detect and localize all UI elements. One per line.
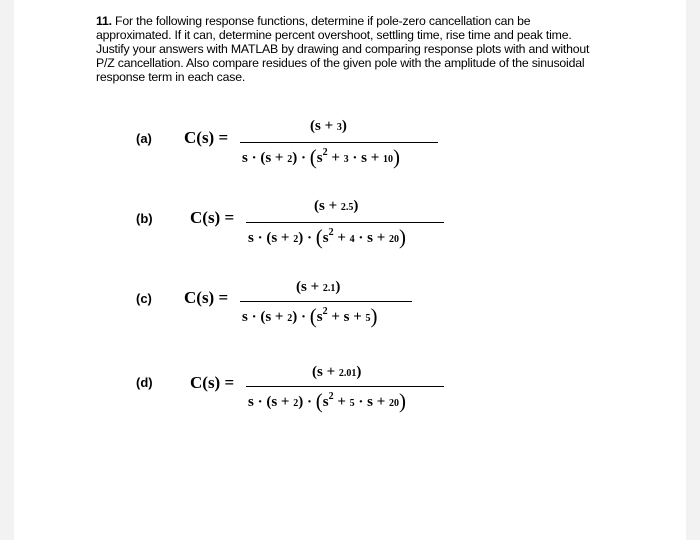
part-c-den-const: 5 xyxy=(365,313,371,324)
part-a-label: (a) xyxy=(136,131,152,146)
part-a-fraction-bar xyxy=(240,142,438,143)
part-d-num-const: 2.01 xyxy=(338,368,357,379)
part-c-lhs: C(s) = xyxy=(184,288,229,307)
part-d-lhs: C(s) = xyxy=(190,373,235,392)
part-a-denominator: $s \cdot (s + 2) \cdot (s^2 + 3 \cdot s + 10)$ xyxy=(242,145,401,169)
part-c-denominator: $s \cdot (s + 2) \cdot (s^2 + s + 5)$ xyxy=(242,304,378,328)
part-c-fraction-bar xyxy=(240,301,412,302)
part-b-den-mid: 4 xyxy=(349,234,355,245)
part-d-den-mid: 5 xyxy=(349,398,355,409)
part-b-numerator: (s + 2.5) xyxy=(314,198,359,214)
part-a-den-const: 10 xyxy=(383,154,394,165)
document-page xyxy=(14,0,686,540)
part-d-label: (d) xyxy=(136,375,153,390)
part-a-numerator: (s + 3) xyxy=(310,118,347,134)
part-b-label: (b) xyxy=(136,211,153,226)
part-a-lhs: C(s) = xyxy=(184,128,229,147)
problem-statement xyxy=(96,14,596,84)
part-b-lhs: C(s) = xyxy=(190,208,235,227)
part-b-den-const: 20 xyxy=(389,234,400,245)
part-d-numerator: (s + 2.01) xyxy=(312,364,362,380)
part-d-den-const: 20 xyxy=(389,398,400,409)
part-b-fraction-bar xyxy=(246,222,444,223)
part-a-den-mid: 3 xyxy=(343,154,349,165)
part-b-num-const: 2.5 xyxy=(340,202,354,213)
part-b-denominator: $s \cdot (s + 2) \cdot (s^2 + 4 \cdot s + 20)$ xyxy=(248,225,407,249)
problem-number: 11. xyxy=(96,14,112,28)
part-d-denominator: $s \cdot (s + 2) \cdot (s^2 + 5 \cdot s + 20)$ xyxy=(248,389,407,413)
problem-text: For the following response functions, determine if pole-zero cancellation can be approximated. If it can, determine percent overshoot, settling time, rise time and peak time. Justify your answers with MATLAB by drawing and comparing response plots with and without P/Z cancellation. Also compare residues of the given pole with the amplitude of the sinusoidal response term in each case. xyxy=(96,14,590,84)
part-c-label: (c) xyxy=(136,291,152,306)
part-d-fraction-bar xyxy=(246,386,444,387)
part-c-numerator: (s + 2.1) xyxy=(296,279,341,295)
part-c-num-const: 2.1 xyxy=(322,283,336,294)
part-a-num-const: 3 xyxy=(336,122,342,133)
